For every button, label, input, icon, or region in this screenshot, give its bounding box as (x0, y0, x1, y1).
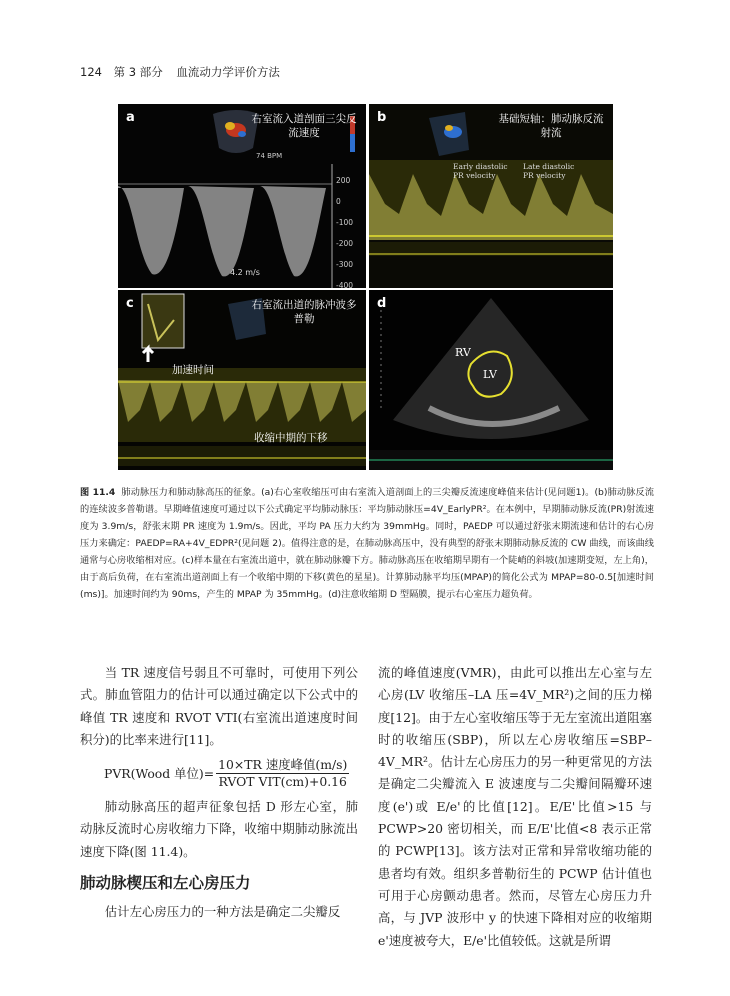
scale-tick: 0 (336, 197, 341, 206)
scale-tick: -100 (336, 218, 354, 227)
page-number: 124 (80, 65, 102, 79)
equation-denominator: RVOT VIT(cm)+0.16 (218, 774, 347, 790)
late-pr-annotation-b: Late diastolic PR velocity (523, 162, 575, 180)
acceleration-time-annotation-c: 加速时间 (172, 364, 214, 376)
figure-panel-a (118, 104, 366, 288)
paragraph: 流的峰值速度(VMR)，由此可以推出左心室与左心房(LV 收缩压–LA 压=4V_MR²)之间的压力梯度[12]。由于左心室收缩压等于无左室流出道阻塞时的收缩压(SBP)，所以左心房收缩压=SBP–4V_MR²。估计左心房压力的另一种更常见的方法是确定二尖瓣流入 E 波速度与二尖瓣间隔瓣环速度(e')或 E/e'的比值[12]。E/E'比值>15 与PCWP>20 密切相关，而 E/E'比值<8 表示正常的 PCWP[13]。该方法对正常和异常收缩功能的患者均有效。组织多普勒衍生的 PCWP 估计值也可用于心房颤动患者。然而，尽管左心房压力升高，与 JVP 波形中 y 的快速下降相对应的收缩期 e'速度被夸大，E/e'比值较低。这就是所谓 (378, 665, 652, 948)
caption-text: 肺动脉压力和肺动脉高压的征象。(a)右心室收缩压可由右室流入道剖面上的三尖瓣反流速度峰值来估计(见问题1)。(b)肺动脉反流的连续波多普勒谱。早期峰值速度可通过以下公式确定平均肺动脉压：平均肺动脉压=4V_EarlyPR²。在本例中，早期肺动脉反流(PR)射流速度为 3.9m/s，舒张末期 PR 速度为 1.9m/s。因此，平均 PA 压力大约为 39mmHg。同时，PAEDP 可以通过舒张末期流速和估计的右心房压力来确定：PAEDP=RA+4V_EDPR²(见问题 2)。值得注意的是，在肺动脉高压中，没有典型的舒张末期肺动脉反流的 CW 曲线，而该曲线通常与心房收缩相对应。(c)样本量在右室流出道中，就在肺动脉瓣下方。肺动脉高压在收缩期早期有一个陡峭的斜坡(加速期变短，左上角)，由于高后负荷，在右室流出道剖面上有一个收缩中期的下移(黄色的星星)。计算肺动脉平均压(MPAP)的简化公式为 MPAP=80-0.5[加速时间(ms)]。加速时间约为 90ms，产生的 MPAP 为 35mmHg。(d)注意收缩期 D 型隔膜，提示右心室压力超负荷。 (80, 487, 655, 600)
body-right-column (378, 662, 652, 952)
figure-panel-b (369, 104, 613, 288)
early-pr-annotation-b: Early diastolic PR velocity (453, 162, 508, 180)
part-label: 第 3 部分 (113, 65, 163, 79)
figure-panel-c (118, 290, 366, 470)
panel-title-b: 基础短轴：肺动脉反流射流 (498, 113, 604, 139)
rv-label-d: RV (455, 346, 471, 359)
section-heading: 肺动脉楔压和左心房压力 (80, 874, 251, 893)
hr-annotation-a: 74 BPM (256, 152, 283, 160)
velocity-scale-a (336, 170, 364, 288)
panel-label-a: a (126, 110, 135, 125)
paragraph: 肺动脉高压的超声征象包括 D 形左心室，肺动脉反流时心房收缩力下降，收缩中期肺动脉流出速度下降(图 11.4)。 (80, 799, 358, 859)
equation-numerator: 10×TR 速度峰值(m/s) (218, 757, 348, 773)
scale-tick: 200 (336, 176, 351, 185)
running-header (80, 64, 280, 80)
pvr-equation (104, 757, 358, 790)
lv-label-d: LV (483, 368, 497, 381)
panel-label-d: d (377, 296, 387, 311)
scale-tick: -400 (336, 281, 354, 288)
velocity-annotation-a: 4.2 m/s (230, 268, 260, 277)
figure-number: 图 11.4 (80, 487, 116, 498)
paragraph: 估计左心房压力的一种方法是确定二尖瓣反 (104, 904, 341, 920)
midsystolic-notch-annotation-c: 收缩中期的下移 (254, 432, 328, 444)
panel-title-a: 右室流入道剖面三尖反流速度 (251, 113, 357, 139)
panel-label-b: b (377, 110, 387, 125)
equation-fraction (216, 757, 349, 790)
panel-title-c: 右室流出道的脉冲波多普勒 (251, 299, 357, 325)
header-title: 血流动力学评价方法 (176, 65, 280, 79)
scale-tick: -300 (336, 260, 354, 269)
scale-tick: -200 (336, 239, 354, 248)
body-left-column (80, 662, 358, 923)
equation-lhs: PVR(Wood 单位)= (104, 765, 215, 781)
figure-panel-d (369, 290, 613, 470)
panel-label-c: c (126, 296, 134, 311)
paragraph: 当 TR 速度信号弱且不可靠时，可使用下列公式。肺血管阻力的估计可以通过确定以下公式中的峰值 TR 速度和 RVOT VTI(右室流出道速度时间积分)的比率来进行[11]。 (80, 665, 358, 747)
figure-caption (80, 484, 654, 603)
